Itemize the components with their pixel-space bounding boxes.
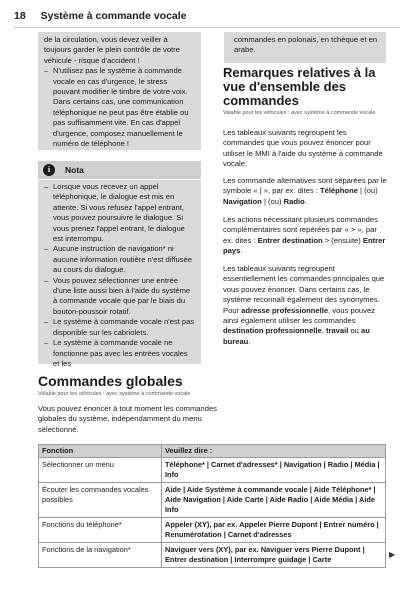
p3-mid: > (ensuite) (322, 235, 363, 245)
p4-mid: , vous pouvez ainsi également utiliser les commandes (223, 305, 375, 326)
note-item-text: Lorsque vous recevez un appel téléphonique, le dialogue est mis en attente. Si vous refusez l'appel entrant, vous pouvez poursuivre le dialogue. Si vous prenez l'appel entrant, le dialogue est interrompu. (53, 182, 185, 244)
table-row (39, 543, 386, 568)
p3-bold-2: Entrer pays (223, 235, 386, 256)
function-cell: Fonctions de la navigation* (39, 543, 162, 568)
warning-item-text: N'utilisez pas le système à commande vocale en cas d'urgence, le stress pouvant modifier le timbre de votre voix. Dans certains cas, une communication téléphonique ne peut pas être établie ou pas suffisamment vite. En cas d'appel d'urgence, composez manuellement le numéro de téléphone ! (53, 66, 189, 149)
p3-bold-1: Entrer destination (257, 235, 323, 245)
p4-bold-3: travail (325, 326, 349, 336)
page-header (14, 10, 187, 22)
note-item: – Le système à commande vocale n'est pas disponible sur les cabriolets. (44, 317, 195, 337)
note-continued-box (224, 32, 386, 63)
p3-text: Les actions nécessitant plusieurs commandes complémentaires sont repérées par « > », par ex. dites : (223, 215, 378, 245)
note-item-text: Le système à commande vocale n'est pas disponible sur les cabriolets. (53, 317, 195, 337)
p4-ou: ou (348, 326, 362, 336)
note-item: – Le système à commande vocale ne fonctionne pas avec les entrées vocales et les (44, 338, 188, 368)
remarks-paragraph-4 (223, 264, 388, 347)
note-title: Nota (65, 164, 84, 175)
p3-end: . (240, 246, 243, 256)
remarks-validity: Valable pour les véhicules : avec système à commande vocale (223, 110, 376, 116)
chapter-title: Système à commande vocale (40, 10, 187, 22)
warning-continued-text: de la circulation, vous devez veiller à toujours garder le plein contrôle de votre véhicule - risque d'accident ! (44, 35, 180, 65)
note-box (38, 161, 201, 368)
remarks-paragraph-2 (223, 176, 388, 207)
table-row (39, 518, 386, 543)
table-row (39, 483, 386, 518)
p2-sep-2: | (ou) (261, 196, 284, 206)
p4-bold-2: destination professionnelle (223, 326, 322, 336)
p2-text: Les commande alternatives sont séparées par le symbole « | », par ex. dites : (223, 176, 387, 196)
command-cell: Aide | Aide Système à commande vocale | Aide Téléphone* | Aide Navigation | Aide Carte | Aide Radio | Aide Média | Aide Info (162, 483, 386, 518)
note-item: – Lorsque vous recevez un appel téléphonique, le dialogue est mis en attente. Si vous refusez l'appel entrant, vous pouvez poursuivre le dialogue. Si vous prenez l'appel entrant, le dialogue est interrompu. (44, 182, 185, 244)
warning-box (38, 32, 201, 150)
p4-bold-1: adresse professionnelle (241, 305, 329, 315)
column-header-function: Fonction (39, 445, 162, 458)
global-commands-heading: Commandes globales (38, 373, 183, 389)
remarks-paragraph-1: Les tableaux suivants regroupent les commandes que vous pouvez énoncer pour utiliser le MMI à l'aide du système à commande vocale. (223, 128, 383, 169)
command-cell: Naviguer vers (XY), par ex. Naviguer vers Pierre Dupont | Entrer destination | Interrompre guidage | Carte (162, 543, 386, 568)
command-cell: Téléphone* | Carnet d'adresses* | Navigation | Radio | Média | Info (162, 458, 386, 483)
remarks-paragraph-3 (223, 215, 388, 257)
note-item-text: Aucune instruction de navigation* ni aucune information routière n'est diffusée au cours du dialogue. (53, 244, 192, 275)
table-row (39, 458, 386, 483)
p2-end: . (304, 196, 307, 206)
note-item-text: Le système à commande vocale ne fonctionne pas avec les entrées vocales et les (53, 338, 188, 368)
p2-bold-1: Téléphone (319, 186, 358, 196)
triangle-right-icon: ▶ (389, 550, 396, 559)
info-icon: i (43, 164, 55, 176)
note-item: – Vous pouvez sélectionner une entrée d'une liste aussi bien à l'aide du système à commande vocale que par le biais du bouton-poussoir rotatif. (44, 275, 191, 316)
remarks-heading: Remarques relatives à la vue d'ensemble des commandes (223, 65, 376, 108)
p2-bold-3: Radio (283, 196, 305, 206)
page-number: 18 (14, 10, 26, 22)
note-header (38, 161, 201, 180)
table-header-row (39, 445, 386, 458)
column-header-say: Veuillez dire : (162, 445, 386, 458)
p4-sep: , (321, 326, 326, 336)
command-cell: Appeler (XY), par ex. Appeler Pierre Dupont | Entrer numéro | Renumérotation | Carnet d'adresses (162, 518, 386, 543)
function-cell: Écouter les commandes vocales possibles (39, 483, 162, 518)
function-cell: Fonctions du téléphone* (39, 518, 162, 543)
p4-text: Les tableaux suivants regroupent essentiellement les commandes principales que vous pouvez énoncer. Dans certains cas, le système reconnaît également des synonymes. Pour (223, 264, 385, 315)
warning-item: – N'utilisez pas le système à commande vocale en cas d'urgence, le stress pouvant modifier le timbre de votre voix. Dans certains cas, une communication téléphonique ne peut pas être établie ou pas suffisamment vite. En cas d'appel d'urgence, composez manuellement le numéro de téléphone ! (44, 66, 189, 149)
p2-bold-2: Navigation (223, 196, 262, 206)
global-intro: Vous pouvez énoncer à tout moment les commandes globales du système, indépendamment du menu sélectionné. (38, 404, 217, 434)
note-continued-text: commandes en polonais, en tchèque et en arabe. (234, 35, 378, 55)
global-validity: Valable pour les véhicules : avec système à commande vocale (38, 391, 191, 397)
note-item-text: Vous pouvez sélectionner une entrée d'une liste aussi bien à l'aide du système à commande vocale que par le biais du bouton-poussoir rotatif. (53, 275, 191, 316)
p4-end: . (248, 336, 251, 346)
note-item: – Aucune instruction de navigation* ni aucune information routière n'est diffusée au cours du dialogue. (44, 244, 192, 275)
function-cell: Sélectionner un menu (39, 458, 162, 483)
commands-table (38, 444, 386, 568)
p2-sep-1: | (ou) (357, 186, 378, 196)
header-rule (14, 27, 400, 28)
p4-bold-4: au bureau (223, 326, 370, 346)
